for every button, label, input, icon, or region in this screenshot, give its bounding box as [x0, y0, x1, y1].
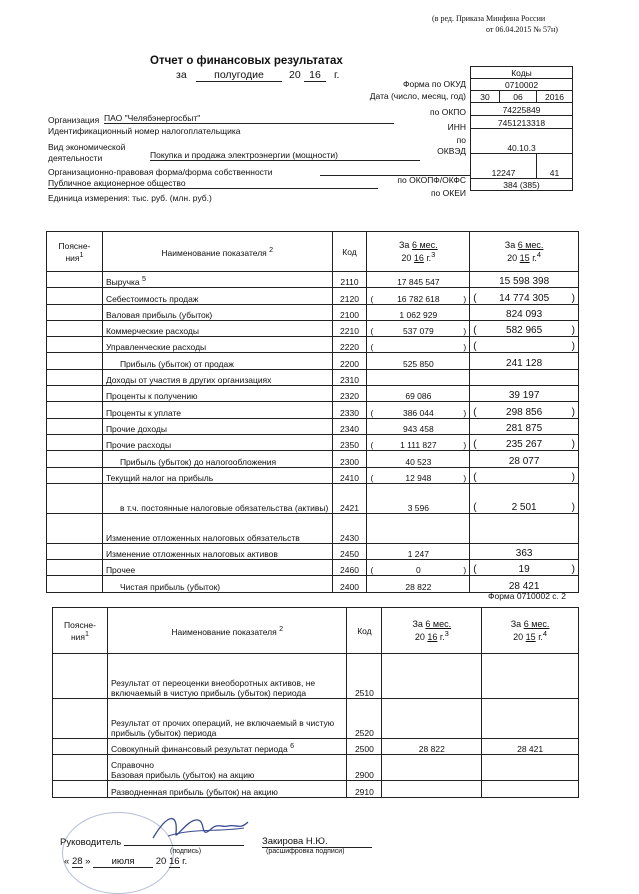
- row-note: [53, 699, 108, 739]
- row-current: ( 16 782 618 ): [367, 288, 470, 304]
- form-page-label: Форма 0710002 с. 2: [488, 591, 567, 601]
- row-note: [47, 483, 103, 513]
- table2-row-2900: [53, 755, 579, 781]
- legal-form-value: Публичное акционерное общество: [48, 178, 378, 189]
- row-current: ( 1 111 827 ): [367, 434, 470, 450]
- row-name: Результат от прочих операций, не включаемый в чистую прибыль (убыток) периода: [110, 718, 335, 738]
- row-previous: [470, 418, 579, 434]
- inn-code: 7451213318: [471, 116, 573, 129]
- row-name: в т.ч. постоянные налоговые обязательства (активы): [119, 502, 329, 513]
- row-current: [367, 418, 470, 434]
- row-current: [367, 513, 470, 543]
- row-name: Прочие расходы: [105, 440, 172, 451]
- sign-date: « 28 » июля 20 16 г.: [64, 856, 188, 867]
- table1-row-2310: [47, 369, 579, 385]
- previous-value: 2 501: [511, 501, 537, 513]
- previous-value: 28 077: [508, 455, 540, 467]
- table1-row-2320: [47, 386, 579, 402]
- table2-row-2500: [53, 739, 579, 755]
- row-code: 2330: [332, 402, 367, 418]
- row-note: [53, 755, 108, 781]
- row-name: Выручка $^5$: [105, 275, 146, 288]
- row-current: ( 0 ): [367, 560, 470, 576]
- row-indicator: [102, 288, 332, 304]
- row-note: [47, 543, 103, 559]
- okei-label: по ОКЕИ: [430, 188, 466, 198]
- header2-notes: Поясне-ния$^1$: [53, 608, 108, 654]
- row-note: [47, 418, 103, 434]
- table1-row-2410: [47, 467, 579, 483]
- row-code: 2400: [332, 576, 367, 592]
- row-code: 2110: [332, 272, 367, 288]
- name-caption: (расшифровка подписи): [266, 848, 345, 855]
- edition-note-line2: от 06.04.2015 № 57н): [486, 25, 558, 34]
- current-value: 537 079: [402, 326, 434, 337]
- org-label: Организация: [48, 115, 100, 125]
- row-note: [47, 467, 103, 483]
- row-indicator: [102, 272, 332, 288]
- okopf-label: по ОКОПФ/ОКФС: [397, 175, 466, 185]
- row-name: Изменение отложенных налоговых обязательств: [105, 532, 300, 543]
- row-previous: ( 14 774 305 ): [470, 288, 579, 304]
- period-prefix: за: [176, 69, 187, 81]
- row-name: Прочее: [105, 565, 136, 576]
- previous-value: 241 128: [506, 357, 543, 369]
- okud-label: Форма по ОКУД: [403, 79, 466, 89]
- row-name: Справочно Базовая прибыль (убыток) на акцию: [110, 760, 255, 781]
- row-note: [47, 576, 103, 592]
- okpo-code: 74225849: [471, 103, 573, 116]
- date-month: 06: [500, 91, 537, 103]
- row-previous: [482, 699, 579, 739]
- row-indicator: [102, 386, 332, 402]
- header-indicator: Наименование показателя $^2$: [102, 232, 332, 272]
- row-name: Доходы от участия в других организациях: [105, 375, 272, 386]
- previous-value: 19: [518, 564, 530, 576]
- header2-code: Код: [347, 608, 382, 654]
- row-code: 2300: [332, 451, 367, 467]
- row-current: [382, 781, 482, 797]
- row-code: 2500: [347, 739, 382, 755]
- row-indicator: [102, 304, 332, 320]
- previous-value: 582 965: [506, 325, 543, 337]
- table1-row-2460: [47, 560, 579, 576]
- table1-row-2421: [47, 483, 579, 513]
- previous-value: 39 197: [508, 390, 540, 402]
- activity-label-1: Вид экономической: [48, 142, 126, 152]
- row-code: 2210: [332, 320, 367, 336]
- row-note: [47, 369, 103, 385]
- current-value: 12 948: [405, 472, 432, 483]
- row-previous: ( 235 267 ): [470, 434, 579, 450]
- inn-label: ИНН: [447, 122, 466, 132]
- row-note: [47, 386, 103, 402]
- row-indicator: [107, 781, 346, 797]
- row-note: [53, 739, 108, 755]
- row-previous: [470, 272, 579, 288]
- date-label: Дата (число, месяц, год): [369, 91, 466, 101]
- header2-indicator: Наименование показателя $^2$: [107, 608, 346, 654]
- row-current: [367, 304, 470, 320]
- row-code: 2310: [332, 369, 367, 385]
- previous-value: 363: [515, 548, 533, 560]
- row-current: ( 12 948 ): [367, 467, 470, 483]
- row-current: [367, 386, 470, 402]
- current-value: 69 086: [405, 391, 432, 402]
- row-note: [53, 654, 108, 699]
- row-previous: [470, 304, 579, 320]
- row-current: ( 537 079 ): [367, 320, 470, 336]
- row-previous: [470, 369, 579, 385]
- table1-row-2200: [47, 353, 579, 369]
- row-name: Совокупный финансовый результат периода $^6$: [110, 742, 294, 755]
- row-note: [47, 402, 103, 418]
- row-current: [382, 654, 482, 699]
- row-indicator: [102, 434, 332, 450]
- row-name: Себестоимость продаж: [105, 293, 199, 304]
- row-code: 2520: [347, 699, 382, 739]
- current-value: 943 458: [402, 423, 434, 434]
- row-indicator: [102, 402, 332, 418]
- row-note: [47, 353, 103, 369]
- table1-row-2430: [47, 513, 579, 543]
- table2-header-row: [53, 608, 579, 654]
- previous-value: 824 093: [506, 308, 543, 320]
- current-value: 1 247: [407, 549, 429, 560]
- signature-line: [124, 845, 244, 846]
- row-indicator: [102, 513, 332, 543]
- table1-row-2300: [47, 451, 579, 467]
- signature-caption: (подпись): [170, 848, 202, 855]
- current-value: 40 523: [405, 456, 432, 467]
- row-current: ( ): [367, 337, 470, 353]
- current-value: 28 822: [405, 581, 432, 592]
- row-name: Коммерческие расходы: [105, 326, 200, 337]
- row-previous: [470, 353, 579, 369]
- row-code: 2200: [332, 353, 367, 369]
- row-previous: ( 2 501 ): [470, 483, 579, 513]
- row-current: [367, 272, 470, 288]
- table2-row-2520: [53, 699, 579, 739]
- row-previous: ( ): [470, 337, 579, 353]
- codes-header: Коды: [471, 67, 573, 79]
- row-code: 2910: [347, 781, 382, 797]
- table1-row-2100: [47, 304, 579, 320]
- row-previous: [470, 543, 579, 559]
- row-name: Изменение отложенных налоговых активов: [105, 549, 278, 560]
- row-note: [47, 272, 103, 288]
- row-code: 2900: [347, 755, 382, 781]
- current-value: 3 596: [407, 502, 429, 513]
- period-value: полугодие: [196, 69, 282, 82]
- row-name: Прибыль (убыток) до налогообложения: [119, 456, 277, 467]
- row-code: 2430: [332, 513, 367, 543]
- unit-label: Единица измерения: тыс. руб. (млн. руб.): [48, 193, 212, 203]
- row-indicator: [102, 451, 332, 467]
- table1-row-2210: [47, 320, 579, 336]
- current-value: 386 044: [402, 407, 434, 418]
- header-current-period: За 6 мес. 20 16 г.$^3$: [367, 232, 470, 272]
- row-indicator: [107, 739, 346, 755]
- table1-row-2220: [47, 337, 579, 353]
- period-year: 16: [304, 69, 326, 82]
- okfs-code: 41: [537, 154, 573, 179]
- row-current: [367, 369, 470, 385]
- row-name: Результат от переоценки внеоборотных активов, не включаемый в чистую прибыль (убыток) периода: [110, 678, 316, 698]
- okved-label-1: по: [456, 135, 466, 145]
- table1-row-2330: [47, 402, 579, 418]
- current-value: 0: [415, 565, 421, 576]
- header2-current-period: За 6 мес. 20 16 г.$^3$: [382, 608, 482, 654]
- row-note: [47, 513, 103, 543]
- table2-row-2510: [53, 654, 579, 699]
- row-code: 2421: [332, 483, 367, 513]
- row-name: Текущий налог на прибыль: [105, 472, 214, 483]
- row-previous: [482, 755, 579, 781]
- row-name: Чистая прибыль (убыток): [119, 581, 221, 592]
- row-note: [53, 781, 108, 797]
- okpo-label: по ОКПО: [430, 107, 466, 117]
- header-previous-period: За 6 мес. 20 15 г.$^4$: [470, 232, 579, 272]
- row-current: [367, 451, 470, 467]
- row-current: [367, 353, 470, 369]
- row-indicator: [102, 560, 332, 576]
- previous-value: 28 421: [508, 580, 540, 592]
- table1-row-2110: [47, 272, 579, 288]
- legal-form-blank: [320, 165, 470, 176]
- row-current: [382, 755, 482, 781]
- row-current: [367, 543, 470, 559]
- row-previous: ( ): [470, 467, 579, 483]
- row-current: ( 386 044 ): [367, 402, 470, 418]
- row-indicator: [102, 337, 332, 353]
- row-current: [367, 483, 470, 513]
- row-code: 2320: [332, 386, 367, 402]
- row-previous: [482, 654, 579, 699]
- previous-value: 281 875: [506, 422, 543, 434]
- head-label: Руководитель: [60, 837, 122, 848]
- okopf-code: 12247: [471, 154, 537, 179]
- current-value: 1 111 827: [400, 440, 437, 451]
- row-indicator: [102, 418, 332, 434]
- okud-code: 0710002: [471, 79, 573, 91]
- row-indicator: [102, 320, 332, 336]
- okved-label-2: ОКВЭД: [437, 146, 466, 156]
- report-title: Отчет о финансовых результатах: [150, 55, 343, 67]
- table1-header-row: [47, 232, 579, 272]
- row-indicator: [107, 755, 346, 781]
- current-value: 1 062 929: [399, 309, 438, 320]
- row-previous: ( 582 965 ): [470, 320, 579, 336]
- row-code: 2340: [332, 418, 367, 434]
- previous-value: 298 856: [506, 406, 543, 418]
- table1-row-2120: [47, 288, 579, 304]
- row-name: Валовая прибыль (убыток): [105, 309, 213, 320]
- header-notes: Поясне-ния$^1$: [47, 232, 103, 272]
- handwritten-signature: [148, 808, 258, 848]
- codes-table: [470, 66, 573, 191]
- previous-value: 235 267: [506, 439, 543, 451]
- row-previous: ( 298 856 ): [470, 402, 579, 418]
- row-code: 2410: [332, 467, 367, 483]
- period-suffix: г.: [334, 69, 340, 81]
- table1-row-2400: [47, 576, 579, 592]
- row-indicator: [102, 543, 332, 559]
- period-year-prefix: 20: [289, 69, 301, 81]
- row-indicator: [102, 576, 332, 592]
- row-indicator: [102, 353, 332, 369]
- row-indicator: [102, 369, 332, 385]
- edition-note-line1: (в ред. Приказа Минфина России: [432, 14, 546, 23]
- current-value: 525 850: [402, 358, 434, 369]
- row-code: 2120: [332, 288, 367, 304]
- row-indicator: [102, 467, 332, 483]
- header-code: Код: [332, 232, 367, 272]
- row-name: Прибыль (убыток) от продаж: [119, 358, 234, 369]
- row-current: [367, 576, 470, 592]
- okei-code: 384 (385): [471, 179, 573, 191]
- row-note: [47, 434, 103, 450]
- row-note: [47, 337, 103, 353]
- current-value: 17 845 547: [397, 277, 440, 288]
- row-code: 2460: [332, 560, 367, 576]
- head-name: Закирова Н.Ю.: [262, 836, 372, 848]
- row-note: [47, 320, 103, 336]
- date-year: 2016: [537, 91, 573, 103]
- row-current: [382, 699, 482, 739]
- row-indicator: [107, 654, 346, 699]
- org-value: ПАО "Челябэнергосбыт": [104, 113, 394, 124]
- financial-results-table: [46, 231, 579, 593]
- row-previous: ( 19 ): [470, 560, 579, 576]
- table2-row-2910: [53, 781, 579, 797]
- row-code: 2100: [332, 304, 367, 320]
- row-note: [47, 304, 103, 320]
- activity-value: Покупка и продажа электроэнергии (мощности): [150, 150, 420, 161]
- row-previous: 28 421: [482, 739, 579, 755]
- date-day: 30: [471, 91, 500, 103]
- row-indicator: [107, 699, 346, 739]
- row-code: 2450: [332, 543, 367, 559]
- row-name: Проценты к уплате: [105, 407, 182, 418]
- header2-previous-period: За 6 мес. 20 15 г.$^4$: [482, 608, 579, 654]
- comprehensive-result-table: [52, 607, 579, 798]
- table1-row-2340: [47, 418, 579, 434]
- row-previous: [470, 386, 579, 402]
- activity-label-2: деятельности: [48, 153, 103, 163]
- row-name: Прочие доходы: [105, 423, 167, 434]
- okved-code: 40.10.3: [471, 129, 573, 154]
- row-previous: [470, 451, 579, 467]
- row-indicator: [102, 483, 332, 513]
- row-current: 28 822: [382, 739, 482, 755]
- row-code: 2350: [332, 434, 367, 450]
- previous-value: 15 598 398: [499, 276, 550, 288]
- row-note: [47, 451, 103, 467]
- row-previous: [482, 781, 579, 797]
- row-code: 2220: [332, 337, 367, 353]
- row-previous: [470, 576, 579, 592]
- row-name: Разводненная прибыль (убыток) на акцию: [110, 786, 278, 797]
- legal-form-label: Организационно-правовая форма/форма собственности: [48, 167, 273, 177]
- row-note: [47, 288, 103, 304]
- row-name: Проценты к получению: [105, 391, 198, 402]
- inn-label-long: Идентификационный номер налогоплательщика: [48, 126, 241, 136]
- previous-value: 14 774 305: [499, 292, 550, 304]
- row-code: 2510: [347, 654, 382, 699]
- table1-row-2450: [47, 543, 579, 559]
- row-previous: [470, 513, 579, 543]
- row-note: [47, 560, 103, 576]
- row-name: Управленческие расходы: [105, 342, 207, 353]
- current-value: 16 782 618: [397, 293, 440, 304]
- table1-row-2350: [47, 434, 579, 450]
